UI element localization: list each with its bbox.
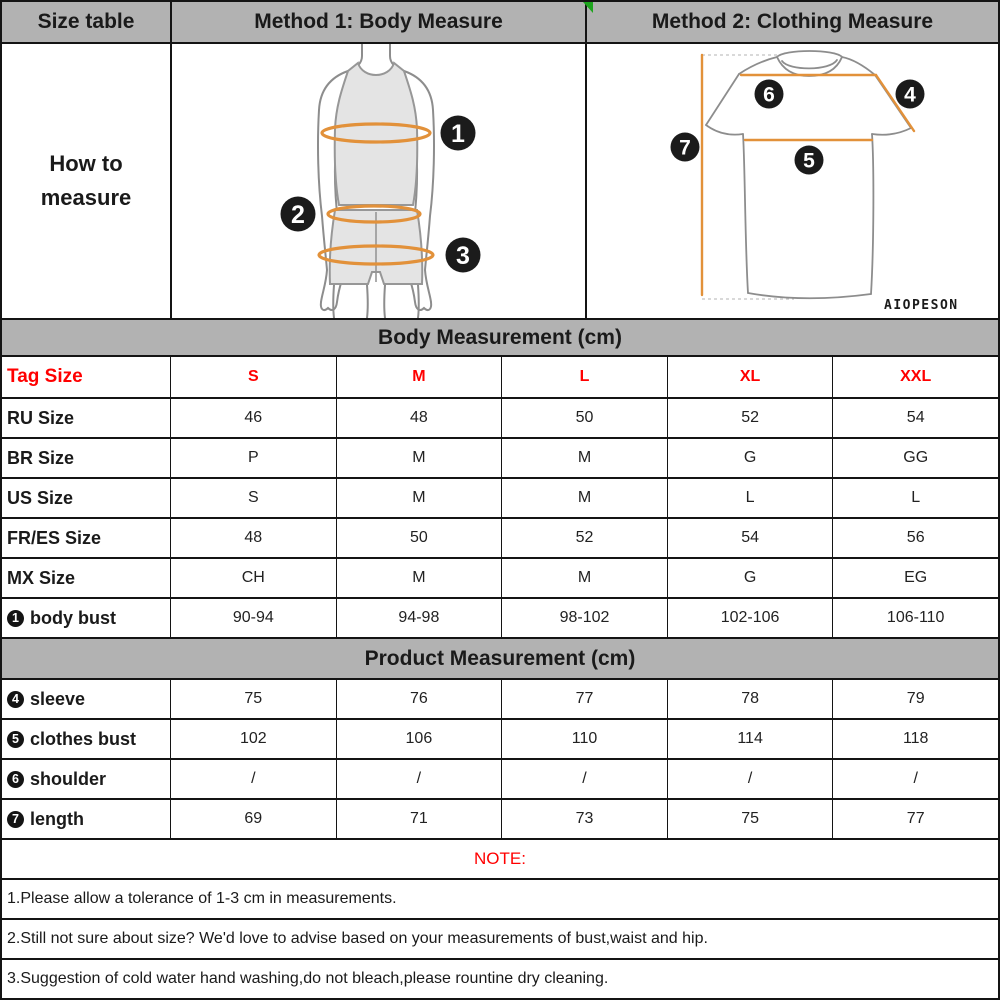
marker-circle-5: 5 [803, 149, 815, 173]
marker-circle-7: 7 [679, 136, 691, 160]
circled-number-icon: 6 [7, 771, 24, 788]
method1-header-text: Method 1: Body Measure [254, 10, 503, 33]
table-cell: EG [832, 559, 998, 597]
how-to-measure-label [2, 44, 170, 318]
table-cell: M [336, 439, 502, 477]
table-cell: / [336, 760, 502, 798]
how-to-measure-section [2, 2, 998, 320]
green-corner-marker-icon [583, 2, 593, 13]
table-row [2, 599, 998, 639]
table-cell: M [336, 559, 502, 597]
row-label-text: BR Size [7, 447, 75, 468]
table-cell: / [501, 760, 667, 798]
table-cell: 106-110 [832, 599, 998, 637]
clothing-measure-illustration [585, 44, 998, 318]
table-cell: L [832, 479, 998, 517]
row-label [2, 760, 170, 798]
note-item-3: 3.Suggestion of cold water hand washing,do not bleach,please rountine dry cleaning. [7, 970, 609, 987]
table-cell: 50 [501, 399, 667, 437]
table-cell: XL [667, 357, 833, 397]
row-label-text: sleeve [30, 688, 86, 709]
table-cell: XXL [832, 357, 998, 397]
table-cell: L [667, 479, 833, 517]
table-cell: 75 [667, 800, 833, 838]
marker-circle-4: 4 [904, 83, 916, 107]
table-cell: CH [170, 559, 336, 597]
brand-label: AIOPESON [884, 298, 959, 313]
note-item-2: 2.Still not sure about size? We'd love to advise based on your measurements of bust,waist and hip. [2, 920, 998, 960]
row-label-text: shoulder [30, 768, 107, 789]
table-cell: 71 [336, 800, 502, 838]
circled-number-icon: 4 [7, 691, 24, 708]
table-row [2, 760, 998, 800]
table-cell: 102-106 [667, 599, 833, 637]
row-label-text: FR/ES Size [7, 527, 102, 548]
table-cell: 46 [170, 399, 336, 437]
table-cell: 69 [170, 800, 336, 838]
note-title-text: NOTE: [474, 849, 526, 868]
circled-number-icon: 7 [7, 811, 24, 828]
table-cell: 77 [832, 800, 998, 838]
table-cell: 110 [501, 720, 667, 758]
table-row [2, 559, 998, 599]
row-label-text: body bust [30, 607, 116, 628]
row-label [2, 800, 170, 838]
table-row [2, 399, 998, 439]
table-cell: 52 [501, 519, 667, 557]
row-label [2, 680, 170, 718]
table-cell: 106 [336, 720, 502, 758]
row-label-text: US Size [7, 487, 74, 508]
method2-header-text: Method 2: Clothing Measure [651, 10, 934, 33]
product-measurement-band [2, 639, 998, 680]
size-table-header [2, 2, 170, 44]
table-cell: 48 [170, 519, 336, 557]
how-to-line2: measure [40, 185, 132, 210]
table-cell: 75 [170, 680, 336, 718]
tshirt-figure-icon [587, 44, 998, 318]
table-cell: 48 [336, 399, 502, 437]
marker-circle-3: 3 [456, 242, 470, 270]
product-measurement-table [2, 680, 998, 840]
table-row [2, 800, 998, 840]
table-cell: S [170, 357, 336, 397]
table-cell: 76 [336, 680, 502, 718]
table-row [2, 439, 998, 479]
table-cell: M [501, 439, 667, 477]
row-label-text: RU Size [7, 407, 75, 428]
note-item-1: 1.Please allow a tolerance of 1-3 cm in measurements. [2, 880, 998, 920]
row-label [2, 599, 170, 637]
marker-circle-1: 1 [451, 120, 465, 148]
size-table-header-text: Size table [37, 10, 135, 33]
table-cell: / [170, 760, 336, 798]
table-row [2, 519, 998, 559]
table-cell: 94-98 [336, 599, 502, 637]
marker-circle-6: 6 [763, 83, 775, 107]
table-cell: 52 [667, 399, 833, 437]
table-cell: 79 [832, 680, 998, 718]
table-cell: 114 [667, 720, 833, 758]
row-label [2, 559, 170, 597]
body-measurement-table [2, 357, 998, 639]
row-label [2, 399, 170, 437]
row-label-text: length [30, 808, 84, 829]
method2-header [585, 2, 998, 44]
table-cell: M [336, 357, 502, 397]
table-cell: 73 [501, 800, 667, 838]
table-cell: M [501, 479, 667, 517]
table-cell: / [667, 760, 833, 798]
table-row [2, 357, 998, 399]
note-title [2, 840, 998, 880]
table-cell: M [501, 559, 667, 597]
table-cell: G [667, 439, 833, 477]
body-measure-illustration [170, 44, 585, 318]
row-label-text: clothes bust [30, 728, 137, 749]
table-cell: S [170, 479, 336, 517]
table-row [2, 680, 998, 720]
table-cell: 54 [667, 519, 833, 557]
table-cell: 90-94 [170, 599, 336, 637]
marker-circle-2: 2 [291, 201, 305, 229]
row-label-text: MX Size [7, 567, 76, 588]
circled-number-icon: 1 [7, 610, 24, 627]
table-cell: P [170, 439, 336, 477]
table-cell: 98-102 [501, 599, 667, 637]
table-cell: 50 [336, 519, 502, 557]
table-cell: 56 [832, 519, 998, 557]
row-label [2, 357, 170, 397]
table-cell: 118 [832, 720, 998, 758]
method1-header [170, 2, 585, 44]
circled-number-icon: 5 [7, 731, 24, 748]
table-cell: L [501, 357, 667, 397]
row-label [2, 439, 170, 477]
row-label [2, 519, 170, 557]
row-label-text: Tag Size [7, 366, 83, 387]
table-cell: 77 [501, 680, 667, 718]
table-row [2, 720, 998, 760]
body-figure-icon [172, 44, 585, 318]
row-label [2, 479, 170, 517]
table-cell: 54 [832, 399, 998, 437]
product-measurement-title: Product Measurement (cm) [364, 646, 636, 670]
table-cell: M [336, 479, 502, 517]
table-cell: 78 [667, 680, 833, 718]
table-cell: / [832, 760, 998, 798]
table-row [2, 479, 998, 519]
table-cell: 102 [170, 720, 336, 758]
row-label [2, 720, 170, 758]
body-measurement-band [2, 320, 998, 357]
how-to-line1: How to [49, 150, 123, 176]
body-measurement-title: Body Measurement (cm) [378, 325, 622, 349]
table-cell: G [667, 559, 833, 597]
table-cell: GG [832, 439, 998, 477]
